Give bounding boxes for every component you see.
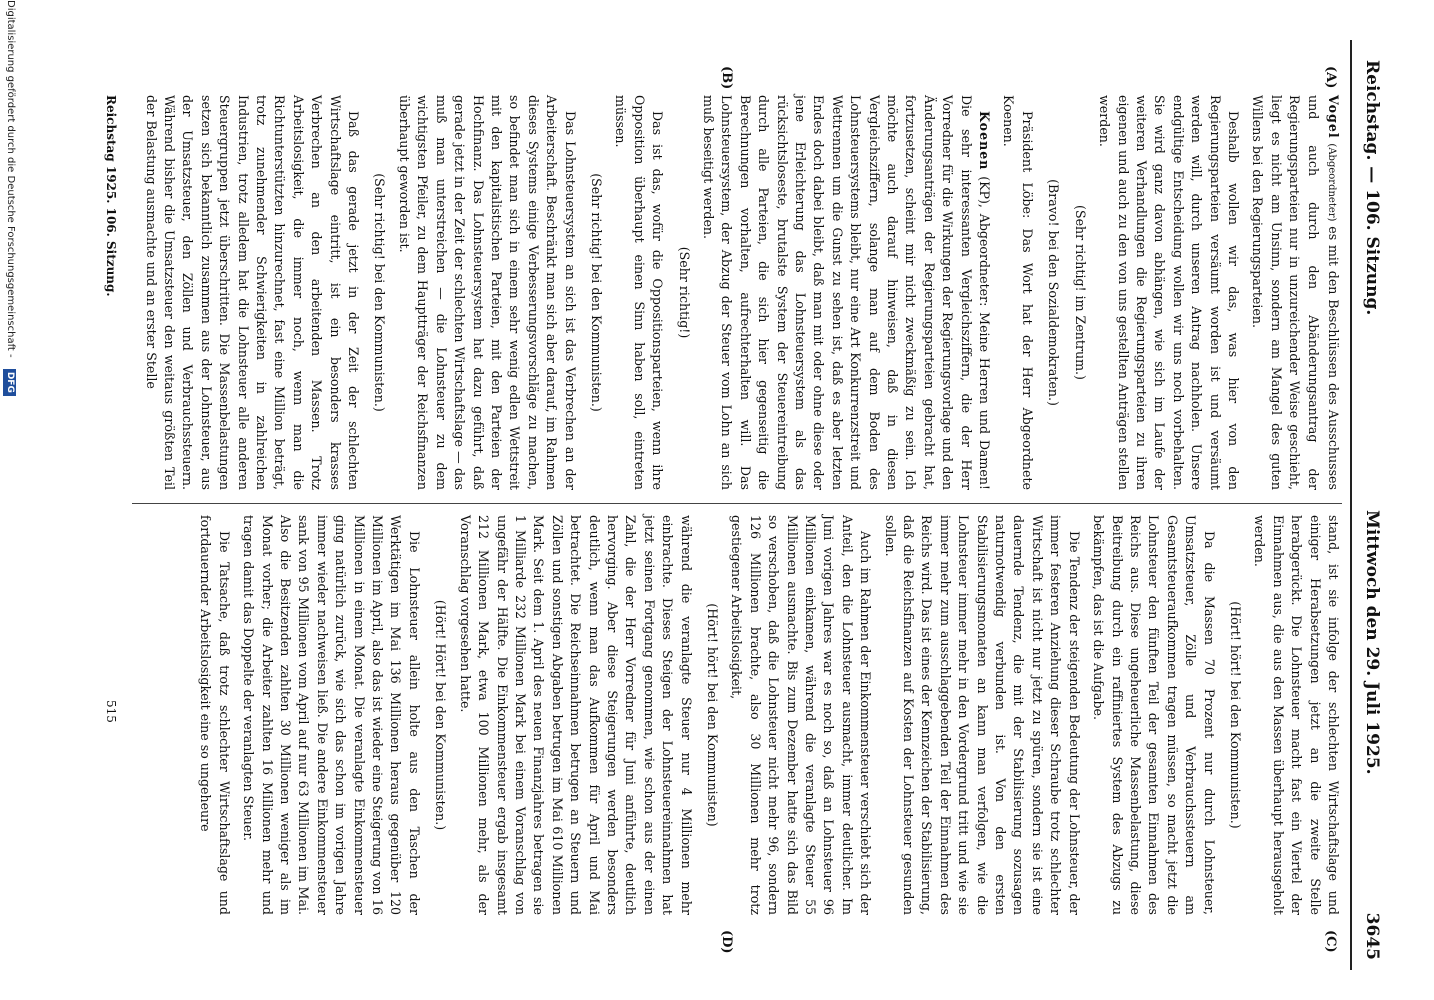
paragraph: Auch im Rahmen der Einkommensteuer verschiebt sich der Anteil, den die Lohnsteuer ausmacht, immer deutlicher. Im Juni vorigen Jahres war es noch so, daß an Lohnsteuer 96 Millionen einkamen, während die veranlagte Steuer 55 Millionen ausmachte. Bis zum Dezember hatte sich das Bild so verschoben, daß die Lohnsteuer nicht mehr 96, sondern 126 Millionen brachte, also 30 Millionen mehr trotz gestiegener Arbeitslosigkeit, xyxy=(729,515,874,915)
reaction: (Bravo! bei den Sozialdemokraten.) xyxy=(1046,179,1062,406)
margin-marker-b: (B) xyxy=(719,66,734,90)
masthead-page-number: 3645 xyxy=(1362,912,1382,960)
paragraph: Daß das gerade jetzt in der Zeit der schlechten Wirtschaftslage eintritt, ist ein besonders krasses Verbrechen an den arbeitenden Massen. Trotz Arbeitslosigkeit, die immer noch, wenn man die Richtunterstützten hinzurechnet, fast eine Million beträgt, trotz zunehmender Schwierigkeiten in zahlreichen Industrien, trotz alledem hat die Lohnsteuer alle anderen Steuergruppen jetzt überschritten. Die Massenbelastungen setzen sich bekanntlich zusammen aus der Lohnsteuer, aus der Umsatzsteuer, den Zöllen und Verbrauchssteuern. Während bisher die Umsatzsteuer den weitaus größten Teil der Belastung ausmachte und an erster Stelle xyxy=(143,95,362,490)
reaction: (Sehr richtig! bei den Kommunisten.) xyxy=(372,173,388,412)
paragraph xyxy=(1248,95,1342,490)
right-column xyxy=(190,515,1342,915)
paragraph: Die Tatsache, daß trotz schlechter Wirtschaftslage und fortdauernder Arbeitslosigkeit eine so ungeheure xyxy=(198,515,232,915)
footer-session-label: Reichstag 1925. 106. Sitzung. xyxy=(104,95,118,297)
paragraph: Das ist das, wofür die Oppositionsparteien, wenn ihre Opposition überhaupt einen Sinn haben soll, eintreten müssen. xyxy=(613,95,666,490)
paragraph-text: es mit den Beschlüssen des Ausschusses und auch durch den Abänderungsantrag der Regierungsparteien nur in unzureichender Weise geschieht, liegt es nicht am Unsinn, sondern am Mangel des guten Willens bei den Regierungsparteien. xyxy=(1250,95,1341,490)
reaction: (Hört! Hört! bei den Kommunisten.) xyxy=(433,599,449,831)
paragraph-text: (KP), Abgeordneter: Meine Herren und Damen! Die sehr interessanten Vergleichsziffern, die der Herr Vorredner für die Wirkungen der Regierungsvorlage und den Änderungsanträgen der Regierungsparteien gebracht hat, fortzusetzen, scheint mir nicht zweckmäßig zu sein. Ich möchte auch darauf hinweisen, daß in diesen Vergleichsziffern, solange man auf dem Boden des Lohnsteuersystems bleibt, nur eine Art Konkurrenzstreit und Wettrennen um die Gunst zu sehen ist, daß es aber letzten Endes doch dabei bleibt, daß man mit oder ohne diese oder jene Erleichterung das Lohnsteuersystem als das rücksichtsloseste, brutalste System der Steuereintreibung durch alle Parteien, die sich hier gegenseitig die Berechnungen vorhalten, aufrechterhalten will. Das Lohnsteuersystem, der Abzug der Steuer vom Lohn an sich muß beseitigt werden. xyxy=(701,95,993,490)
speaker-name: Vogel xyxy=(1326,95,1341,139)
reaction: (Sehr richtig! bei den Kommunisten.) xyxy=(588,173,604,412)
masthead-title: Reichstag. — 106. Sitzung. xyxy=(1362,60,1382,316)
dfg-logo: DFG xyxy=(3,369,16,396)
reaction: (Sehr richtig! im Zentrum.) xyxy=(1072,205,1088,380)
speaker-name: Koenen xyxy=(977,111,993,171)
digitization-credit-strip xyxy=(0,0,20,1000)
president-statement: Präsident Löbe: Das Wort hat der Herr Abgeordnete Koenen. xyxy=(1001,95,1035,490)
reaction: (Hört! hört! bei den Kommunisten) xyxy=(705,603,720,827)
margin-marker-a: (A) xyxy=(1323,66,1338,89)
masthead-date: Mittwoch den 29. Juli 1925. xyxy=(1362,510,1382,775)
reaction: (Hört! hört! bei den Kommunisten.) xyxy=(1227,601,1243,829)
paragraph: Das Lohnsteuersystem an sich ist das Verbrechen an der Arbeiterschaft. Beschränkt man sich aber darauf, im Rahmen dieses Systems einige Verbesserungsvorschläge zu machen, so befindet man sich in einem sehr wenig edlen Wettstreit mit den kapitalistischen Parteien, mit den Parteien der Hochfinanz. Das Lohnsteuersystem hat dazu geführt, daß gerade jetzt in der Zeit der schlechten Wirtschaftslage — das muß man unterstreichen — die Lohnsteuer zu dem wichtigsten Pfeiler, zu dem Hauptträger der Reichsfinanzen überhaupt geworden ist. xyxy=(396,95,578,490)
digitization-credit xyxy=(0,0,20,1000)
margin-marker-c: (C) xyxy=(1323,930,1338,953)
paragraph: während die veranlagte Steuer nur 4 Millionen mehr einbrachte. Dieses Steigen der Lohnsteuereinnahmen hat jetzt seinen Fortgang genommen, wie schon aus der einen Zahl, die der Herr Vorredner für Juni anführte, deutlich hervorging. Aber diese Steigerungen werden besonders deutlich, wenn man das Aufkommen für April und Mai betrachtet. Die Reichseinnahmen betrugen an Steuern und Zöllen und sonstigen Abgaben betrugen im Mai 610 Millionen Mark. Seit dem 1. April des neuen Finanzjahres betragen sie 1 Milliarde 232 Millionen Mark bei einem Voranschlag von ungefähr der Hälfte. Die Einkommensteuer ergab insgesamt 212 Millionen Mark, etwa 100 Millionen mehr, als der Voranschlag vorgesehen hatte. xyxy=(457,515,694,915)
paragraph: Da die Massen 70 Prozent nur durch Lohnsteuer, Umsatzsteuer, Zölle und Verbrauchssteuern am Gesamtsteueraufkommen tragen müssen, so macht jetzt die Lohnsteuer den fünften Teil der gesamten Einnahmen des Reichs aus. Diese ungeheuerliche Massenbelastung, diese Beitreibung durch ein raffiniertes System des Abzugs zu bekämpfen, das ist die Aufgabe. xyxy=(1091,515,1217,915)
left-column xyxy=(135,95,1342,490)
reaction: (Sehr richtig!) xyxy=(676,246,692,339)
margin-marker-d: (D) xyxy=(719,930,734,954)
paragraph: stand, ist sie infolge der schlechten Wirtschaftslage und einiger Herabsetzungen jetzt an die zweite Stelle herabgerückt. Die Lohnsteuer macht fast ein Viertel der Einnahmen aus, die aus den Massen überhaupt herausgeholt werden. xyxy=(1252,515,1341,915)
footer-page-number: 515 xyxy=(104,700,118,723)
paragraph xyxy=(699,95,994,490)
page-masthead xyxy=(1356,40,1382,970)
digitization-credit-text: Digitalisierung gefördert durch die Deutsche Forschungsgemeinschaft - xyxy=(5,0,16,358)
header-rule xyxy=(1350,40,1352,970)
paragraph: Die Tendenz der steigenden Bedeutung der Lohnsteuer, der immer festeren Anziehung dieser Schraube trotz schlechter Wirtschaft ist nicht nur jetzt zu spüren, sondern sie ist eine dauernde Tendenz, die mit der Stabilisierung sozusagen naturnotwendig verbunden ist. Von den ersten Stabilisierungsmonaten an kann man verfolgen, wie die Lohnsteuer immer mehr in den Vordergrund tritt und wie sie immer mehr zum ausschlaggebenden Teil der Einnahmen des Reichs wird. Das ist eines der Kennzeichen der Stabilisierung, daß die Reichsfinanzen auf Kosten der Lohnsteuer gesunden sollen. xyxy=(882,515,1082,915)
speaker-role: (Abgeordneter) xyxy=(1326,143,1337,222)
paragraph: Deshalb wollen wir das, was hier von den Regierungsparteien versäumt worden ist und versäumt werden will, durch unseren Antrag nachholen. Unsere endgültige Entscheidung wollen wir uns noch vorbehalten. Sie wird ganz davon abhängen, wie sich im Laufe der weiteren Verhandlungen die Regierungsparteien zu ihren eigenen und auch zu den von uns gestellten Anträgen stellen werden. xyxy=(1097,95,1241,490)
column-divider xyxy=(132,503,1342,504)
paragraph: Die Lohnsteuer allein holte aus den Taschen der Werktätigen im Mai 136 Millionen heraus gegenüber 120 Millionen im April, also das ist wieder eine Steigerung von 16 Millionen in einem Monat. Die veranlagte Einkommensteuer ging natürlich zurück, wie sich das schon im vorigen Jahre immer wieder nachweisen ließ. Die andere Einkommensteuer sank von 95 Millionen vom April auf nur 63 Millionen im Mai. Also die Besitzenden zahlten 30 Millionen weniger als im Monat vorher; die Arbeiter zahlten 16 Millionen mehr und tragen damit das Doppelte der veranlagten Steuer. xyxy=(241,515,422,915)
